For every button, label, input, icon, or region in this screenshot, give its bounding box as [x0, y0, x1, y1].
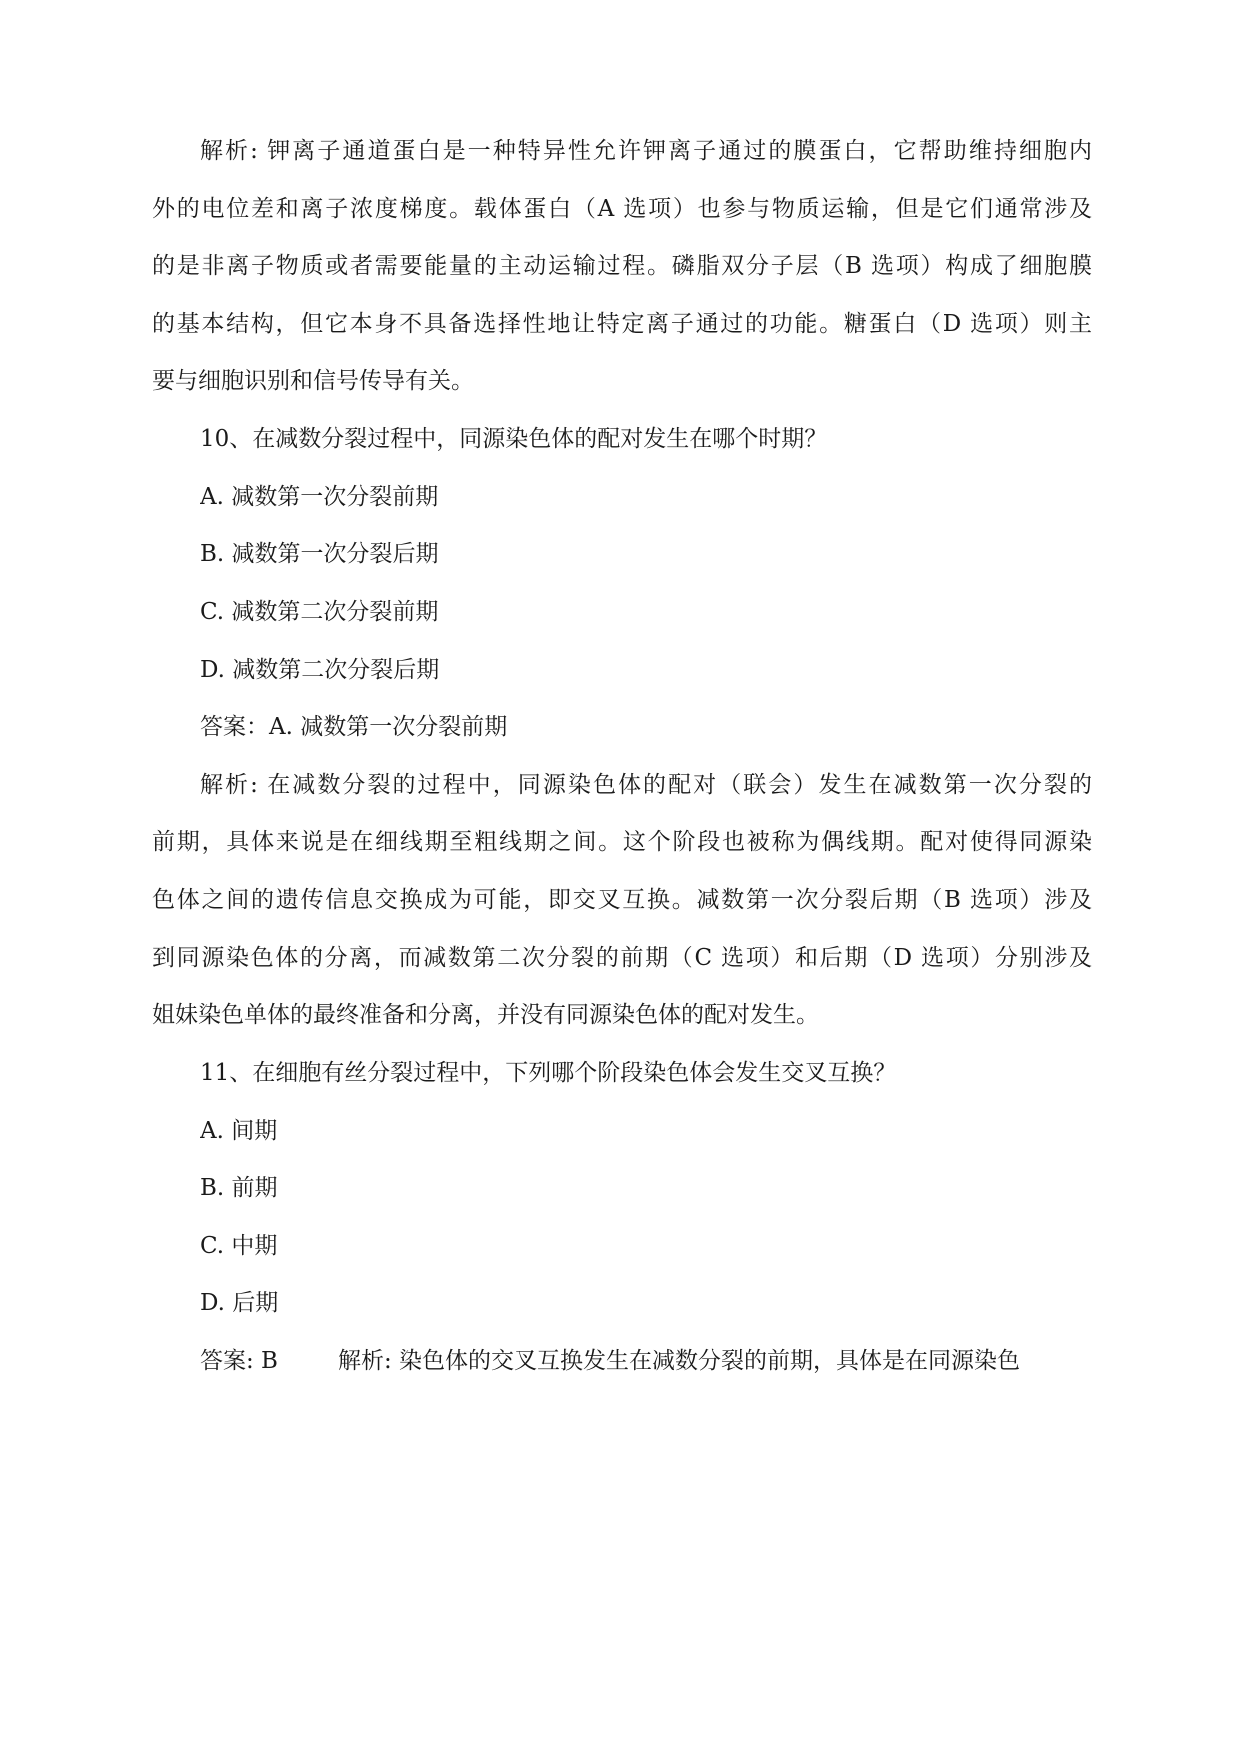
q10-option-d: D. 减数第二次分裂后期	[200, 657, 440, 683]
q10-option-a: A. 减数第一次分裂前期	[200, 484, 439, 510]
q10-explanation-line-5: 姐妹染色单体的最终准备和分离，并没有同源染色体的配对发生。	[152, 1002, 819, 1028]
q11-answer: 答案: B	[200, 1348, 278, 1374]
q11-explanation-start: 解析: 染色体的交叉互换发生在减数分裂的前期，具体是在同源染色	[337, 1348, 1021, 1374]
q11-option-c: C. 中期	[200, 1233, 278, 1259]
q10-option-c: C. 减数第二次分裂前期	[200, 599, 439, 625]
prev-explanation-line-2: 外的电位差和离子浓度梯度。载体蛋白（A 选项）也参与物质运输，但是它们通常涉及	[152, 196, 1092, 222]
q11-option-a: A. 间期	[200, 1118, 278, 1144]
q11-option-b: B. 前期	[200, 1175, 278, 1201]
q11-question: 11、在细胞有丝分裂过程中，下列哪个阶段染色体会发生交叉互换？	[200, 1060, 897, 1086]
q10-explanation-line-3: 色体之间的遗传信息交换成为可能，即交叉互换。减数第一次分裂后期（B 选项）涉及	[152, 887, 1092, 913]
q11-answer-row	[200, 1341, 1092, 1381]
q11-option-d: D. 后期	[200, 1290, 279, 1316]
q10-answer: 答案：A. 减数第一次分裂前期	[200, 714, 508, 740]
q10-explanation-line-1: 解析: 在减数分裂的过程中，同源染色体的配对（联会）发生在减数第一次分裂的	[200, 772, 1092, 798]
q10-option-b: B. 减数第一次分裂后期	[200, 541, 439, 567]
q10-question: 10、在减数分裂过程中，同源染色体的配对发生在哪个时期？	[200, 426, 828, 452]
prev-explanation-line-1: 解析: 钾离子通道蛋白是一种特异性允许钾离子通过的膜蛋白，它帮助维持细胞内	[200, 138, 1092, 164]
q10-explanation-line-2: 前期，具体来说是在细线期至粗线期之间。这个阶段也被称为偶线期。配对使得同源染	[152, 829, 1092, 855]
prev-explanation-line-5: 要与细胞识别和信号传导有关。	[152, 368, 474, 394]
q10-explanation-line-4: 到同源染色体的分离，而减数第二次分裂的前期（C 选项）和后期（D 选项）分别涉及	[152, 945, 1092, 971]
prev-explanation-line-4: 的基本结构，但它本身不具备选择性地让特定离子通过的功能。糖蛋白（D 选项）则主	[152, 311, 1092, 337]
prev-explanation-line-3: 的是非离子物质或者需要能量的主动运输过程。磷脂双分子层（B 选项）构成了细胞膜	[152, 253, 1092, 279]
